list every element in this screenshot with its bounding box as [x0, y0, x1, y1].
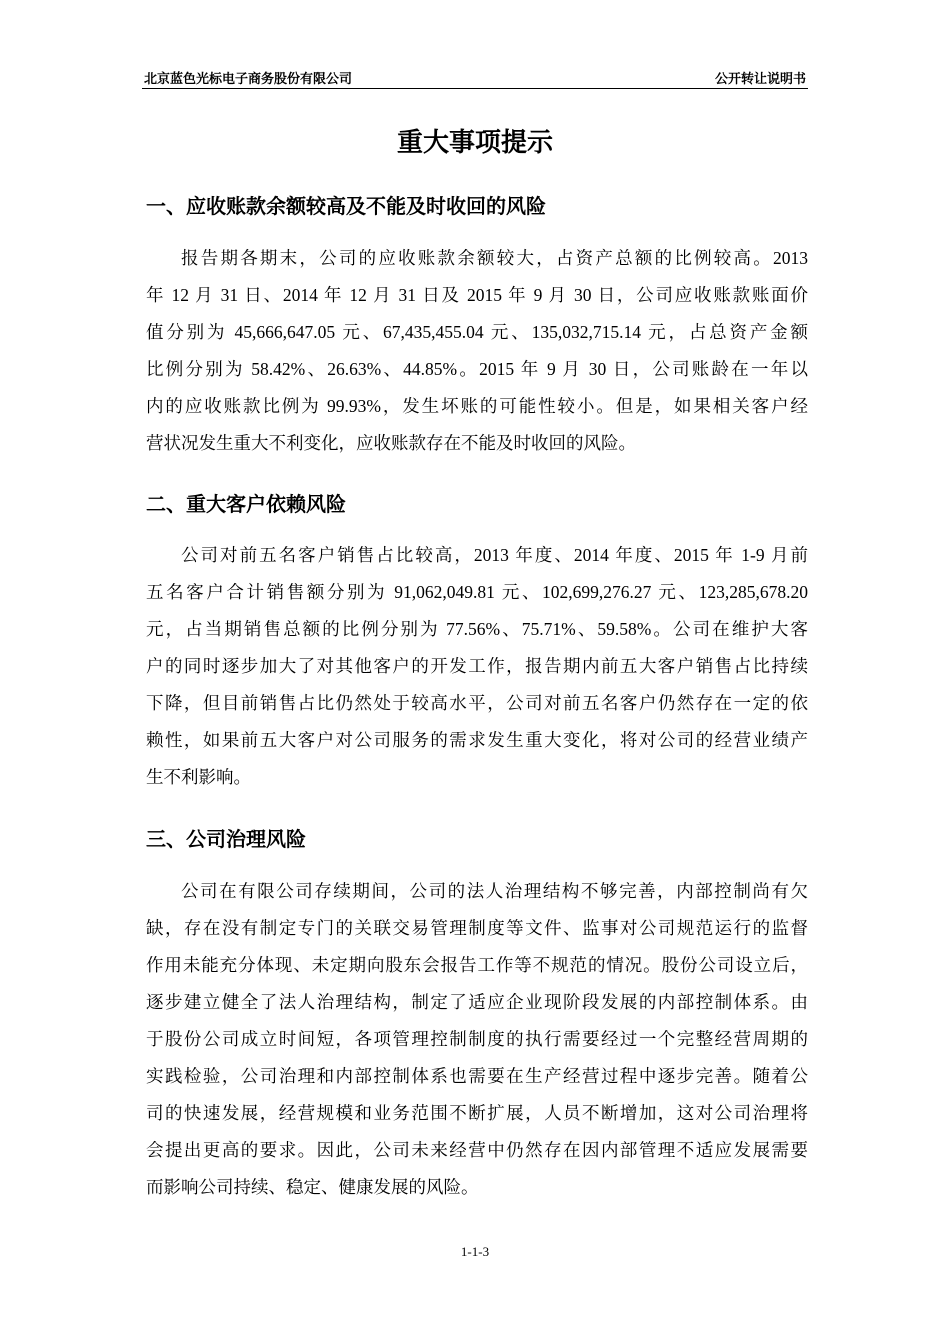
paragraph-line: 比例分别为 58.42%、26.63%、44.85%。2015 年 9 月 30 日，公司账龄在一年以 [146, 359, 808, 379]
section-heading: 一、应收账款余额较高及不能及时收回的风险 [146, 196, 546, 218]
paragraph-line: 户的同时逐步加大了对其他客户的开发工作，报告期内前五大客户销售占比持续 [146, 656, 808, 676]
section-paragraph [146, 537, 808, 796]
page-header [142, 66, 808, 89]
paragraph-line: 会提出更高的要求。因此，公司未来经营中仍然存在因内部管理不适应发展需要 [146, 1140, 808, 1160]
paragraph-line: 营状况发生重大不利变化，应收账款存在不能及时收回的风险。 [146, 433, 636, 453]
page-title: 重大事项提示 [396, 127, 553, 157]
paragraph-line: 值分别为 45,666,647.05 元、67,435,455.04 元、135,032,715.14 元，占总资产金额 [146, 322, 808, 342]
paragraph-line: 报告期各期末，公司的应收账款余额较大，占资产总额的比例较高。2013 [181, 248, 808, 268]
paragraph-line: 元，占当期销售总额的比例分别为 77.56%、75.71%、59.58%。公司在维护大客 [146, 619, 808, 639]
paragraph-line: 生不利影响。 [146, 767, 251, 787]
header-doc-type: 公开转让说明书 [714, 71, 806, 86]
paragraph-line: 而影响公司持续、稳定、健康发展的风险。 [146, 1177, 479, 1197]
section-heading: 三、公司治理风险 [146, 829, 306, 851]
paragraph-line: 公司在有限公司存续期间，公司的法人治理结构不够完善，内部控制尚有欠 [181, 881, 808, 901]
section-heading: 二、重大客户依赖风险 [146, 494, 346, 516]
header-company: 北京蓝色光标电子商务股份有限公司 [144, 71, 353, 86]
section-paragraph [146, 240, 808, 462]
paragraph-line: 年 12 月 31 日、2014 年 12 月 31 日及 2015 年 9 月 30 日，公司应收账款账面价 [146, 285, 808, 305]
section-paragraph [146, 873, 808, 1206]
paragraph-line: 司的快速发展，经营规模和业务范围不断扩展，人员不断增加，这对公司治理将 [146, 1103, 808, 1123]
paragraph-line: 赖性，如果前五大客户对公司服务的需求发生重大变化，将对公司的经营业绩产 [146, 730, 808, 750]
paragraph-line: 逐步建立健全了法人治理结构，制定了适应企业现阶段发展的内部控制体系。由 [146, 992, 808, 1012]
paragraph-line: 实践检验，公司治理和内部控制体系也需要在生产经营过程中逐步完善。随着公 [146, 1066, 808, 1086]
paragraph-line: 内的应收账款比例为 99.93%，发生坏账的可能性较小。但是，如果相关客户经 [146, 396, 808, 416]
page-number: 1-1-3 [460, 1244, 490, 1259]
paragraph-line: 于股份公司成立时间短，各项管理控制制度的执行需要经过一个完整经营周期的 [146, 1029, 808, 1049]
paragraph-line: 缺，存在没有制定专门的关联交易管理制度等文件、监事对公司规范运行的监督 [146, 918, 808, 938]
paragraph-line: 下降，但目前销售占比仍然处于较高水平，公司对前五名客户仍然存在一定的依 [146, 693, 808, 713]
paragraph-line: 作用未能充分体现、未定期向股东会报告工作等不规范的情况。股份公司设立后， [146, 955, 808, 975]
paragraph-line: 五名客户合计销售额分别为 91,062,049.81 元、102,699,276.27 元、123,285,678.20 [146, 582, 808, 602]
paragraph-line: 公司对前五名客户销售占比较高，2013 年度、2014 年度、2015 年 1-9 月前 [181, 545, 808, 565]
